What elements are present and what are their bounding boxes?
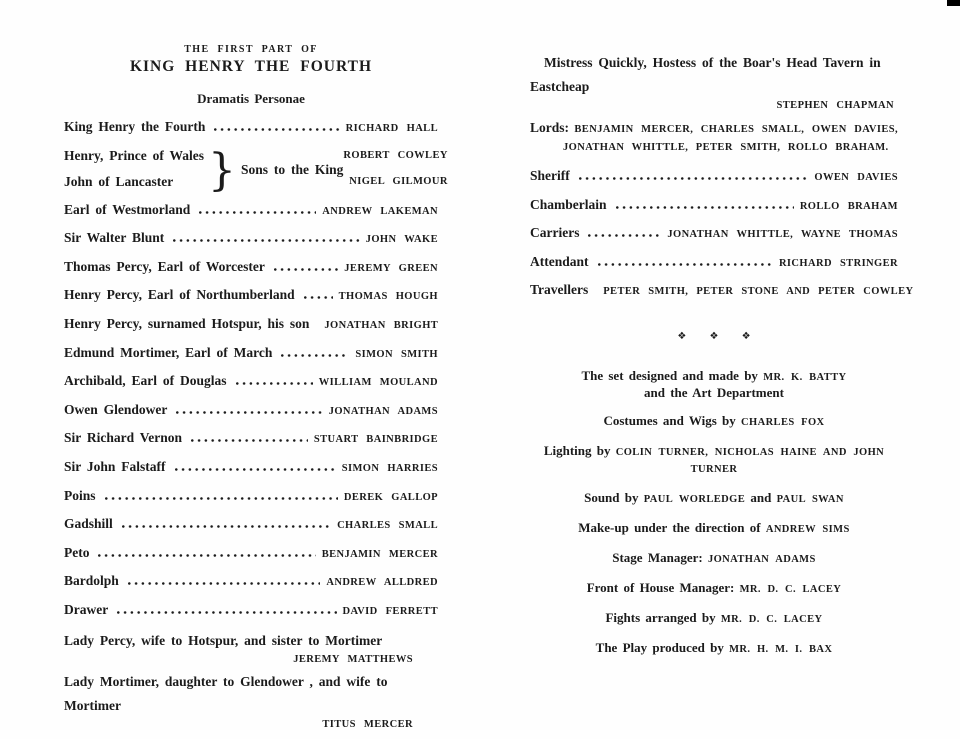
credit-line	[530, 580, 898, 597]
actor-name: BENJAMIN MERCER	[321, 548, 438, 560]
cast-entry-two-line	[530, 51, 898, 113]
credit-line	[530, 550, 898, 567]
cast-entry	[530, 220, 898, 249]
dot-leader	[128, 582, 321, 585]
actor-name: ANDREW LAKEMAN	[322, 205, 438, 217]
role-name: Sir Richard Vernon	[64, 430, 183, 446]
dot-leader	[173, 239, 359, 242]
actor-names: BENJAMIN MERCER, CHARLES SMALL, OWEN DAVIES, JONATHAN WHITTLE, PETER SMITH, ROLLO BRAHAM.	[563, 124, 898, 153]
actor-name: JONATHAN WHITTLE, WAYNE THOMAS	[667, 229, 898, 241]
cast-entry	[64, 282, 438, 311]
actor-name: JEREMY MATTHEWS	[293, 653, 413, 665]
group-label: Sons to the King	[240, 161, 344, 177]
dot-leader	[122, 525, 331, 528]
credit-person-name: PAUL SWAN	[776, 493, 844, 505]
dot-leader	[304, 296, 333, 299]
actor-name: THOMAS HOUGH	[338, 291, 438, 303]
role-name: Travellers	[530, 282, 589, 298]
dramatis-personae-heading: Dramatis Personae	[197, 91, 305, 106]
credit-person-name: ANDREW SIMS	[765, 523, 850, 535]
role-name: Drawer	[64, 601, 109, 617]
role-name: Owen Glendower	[64, 401, 168, 417]
actor-name: PETER SMITH, PETER STONE AND PETER COWLEY	[603, 286, 914, 298]
role-name: Henry Percy, surnamed Hotspur, his son	[64, 315, 310, 331]
credit-text	[530, 520, 898, 537]
scan-artifact-corner	[947, 0, 960, 6]
actor-name: OWEN DAVIES	[814, 172, 898, 183]
cast-entry	[64, 597, 438, 626]
credit-text	[530, 580, 898, 597]
cast-entry	[64, 425, 438, 454]
cast-entry	[64, 483, 438, 512]
actor-name: STEPHEN CHAPMAN	[776, 100, 894, 111]
credit-line	[530, 610, 898, 627]
cast-entry	[64, 397, 438, 426]
credit-text-segment: Front of House Manager:	[586, 579, 740, 595]
cast-entry	[64, 540, 438, 569]
cast-entry	[64, 225, 438, 254]
role-name: Gadshill	[64, 516, 113, 532]
dot-leader	[588, 234, 661, 237]
role-name: Carriers	[530, 225, 580, 241]
credit-line	[530, 640, 898, 657]
cast-entry	[64, 254, 438, 283]
role-name: Chamberlain	[530, 196, 607, 212]
cast-entry	[64, 454, 438, 483]
brace-glyph: }	[207, 144, 236, 196]
cast-list-continued	[530, 51, 914, 306]
dot-leader	[236, 382, 313, 385]
dot-leader	[117, 611, 336, 614]
dot-leader	[579, 177, 809, 180]
cast-entry	[64, 511, 438, 540]
actor-name: CHARLES SMALL	[337, 520, 438, 532]
cast-entry	[530, 163, 898, 192]
credit-line	[530, 368, 898, 400]
credit-person-name: PAUL WORLEDGE	[643, 493, 746, 505]
credit-person-name: CHARLES FOX	[741, 416, 825, 428]
role-name: Poins	[64, 487, 96, 503]
dot-leader	[281, 354, 349, 357]
role-name: Sheriff	[530, 168, 570, 183]
cast-entry-two-line	[64, 629, 438, 667]
cast-entry	[530, 277, 914, 306]
credit-person-name: JONATHAN ADAMS	[707, 553, 816, 565]
actor-name: SIMON SMITH	[355, 348, 438, 360]
cast-entry	[64, 311, 438, 340]
left-page	[64, 44, 448, 735]
cast-entry	[64, 197, 438, 226]
credit-person-name: MR. K. BATTY	[763, 371, 847, 383]
actor-name: NIGEL GILMOUR	[349, 175, 448, 187]
credit-text-segment: Lighting by	[543, 442, 616, 458]
role-name: Mistress Quickly, Hostess of the Boar's Head Tavern in Eastcheap	[530, 55, 881, 94]
role-name: Archibald, Earl of Douglas	[64, 373, 227, 389]
actor-name: JONATHAN ADAMS	[328, 405, 438, 417]
play-part-heading: THE FIRST PART OF	[184, 44, 318, 55]
credit-text	[530, 550, 898, 567]
role-name: Sir Walter Blunt	[64, 230, 165, 246]
role-name: Thomas Percy, Earl of Worcester	[64, 258, 265, 274]
credit-text-segment: Fights arranged by	[605, 609, 721, 625]
role-name: John of Lancaster	[64, 173, 174, 189]
credit-person-name: MR. D. C. LACEY	[739, 583, 842, 595]
dot-leader	[176, 411, 322, 414]
right-page	[530, 44, 914, 670]
cast-entry-two-line	[64, 670, 438, 732]
dot-leader	[191, 439, 308, 442]
actor-name: ROBERT COWLEY	[343, 149, 448, 161]
credit-line	[530, 443, 898, 477]
role-name: Earl of Westmorland	[64, 201, 191, 217]
role-name: Attendant	[530, 253, 589, 269]
actor-name: DAVID FERRETT	[342, 605, 438, 617]
role-name: Lords:	[530, 120, 575, 135]
actor-name: JONATHAN BRIGHT	[324, 319, 439, 331]
group-roles	[64, 143, 204, 197]
dot-leader	[199, 211, 316, 214]
dot-leader	[274, 268, 338, 271]
actor-name: SIMON HARRIES	[341, 462, 438, 474]
role-name: Lady Percy, wife to Hotspur, and sister to Mortimer	[64, 632, 383, 648]
credit-text	[530, 443, 898, 477]
role-name: Peto	[64, 544, 90, 560]
role-name: Edmund Mortimer, Earl of March	[64, 344, 273, 360]
credit-text-segment: Costumes and Wigs by	[603, 412, 742, 428]
role-name: Henry Percy, Earl of Northumberland	[64, 287, 295, 303]
credit-text	[530, 490, 898, 507]
role-name: Henry, Prince of Wales	[64, 147, 204, 163]
actor-name: RICHARD HALL	[345, 123, 438, 134]
actor-name: WILLIAM MOULAND	[318, 377, 438, 389]
cast-entry	[64, 568, 438, 597]
credit-text-segment: Stage Manager:	[612, 549, 708, 565]
credit-text-segment: Sound by	[584, 489, 644, 505]
cast-entry-brace-group	[64, 143, 448, 197]
actor-name: ANDREW ALLDRED	[326, 577, 438, 589]
actor-name: JEREMY GREEN	[344, 262, 438, 274]
credit-text-segment: and	[745, 489, 777, 505]
diamond-ornament: ❖ ❖ ❖	[677, 330, 761, 342]
cast-entry	[64, 368, 438, 397]
actor-name: STUART BAINBRIDGE	[313, 434, 438, 446]
credit-line	[530, 413, 898, 430]
dot-leader	[105, 497, 338, 500]
credit-person-name: MR. H. M. I. BAX	[729, 643, 833, 655]
credit-person-name: COLIN TURNER, NICHOLAS HAINE AND JOHN TURNER	[615, 446, 885, 475]
actor-name: RICHARD STRINGER	[778, 257, 898, 269]
role-name: Bardolph	[64, 573, 119, 589]
role-name: King Henry the Fourth	[64, 119, 206, 134]
play-title: KING HENRY THE FOURTH	[129, 58, 373, 75]
actor-name: JOHN WAKE	[365, 234, 438, 246]
credit-text	[530, 413, 898, 430]
production-credits	[530, 368, 898, 657]
cast-entry	[530, 249, 898, 278]
cast-entry	[530, 192, 898, 221]
actor-name: TITUS MERCER	[322, 718, 413, 730]
group-actors	[343, 143, 463, 197]
dot-leader	[598, 263, 773, 266]
credit-text	[530, 385, 898, 400]
credit-line	[530, 490, 898, 507]
credit-text	[530, 640, 898, 657]
actor-name: DEREK GALLOP	[343, 491, 438, 503]
credit-text-segment: The set designed and made by	[581, 367, 764, 383]
cast-list	[64, 114, 448, 732]
credit-text-segment: The Play produced by	[595, 639, 730, 655]
cast-entry-paragraph	[530, 120, 898, 155]
credit-text-segment: and the Art Department	[644, 384, 784, 400]
dot-leader	[175, 468, 336, 471]
role-name: Lady Mortimer, daughter to Glendower , and wife to Mortimer	[64, 673, 388, 713]
credit-text-segment: Make-up under the direction of	[578, 519, 766, 535]
credit-text	[530, 610, 898, 627]
dot-leader	[98, 554, 315, 557]
credit-line	[530, 520, 898, 537]
dot-leader	[214, 128, 339, 131]
cast-entry	[64, 114, 438, 143]
credit-person-name: MR. D. C. LACEY	[720, 613, 823, 625]
role-name: Sir John Falstaff	[64, 458, 166, 474]
actor-name: ROLLO BRAHAM	[799, 200, 898, 212]
dot-leader	[616, 206, 794, 209]
cast-entry	[64, 340, 438, 369]
credit-text	[530, 368, 898, 385]
